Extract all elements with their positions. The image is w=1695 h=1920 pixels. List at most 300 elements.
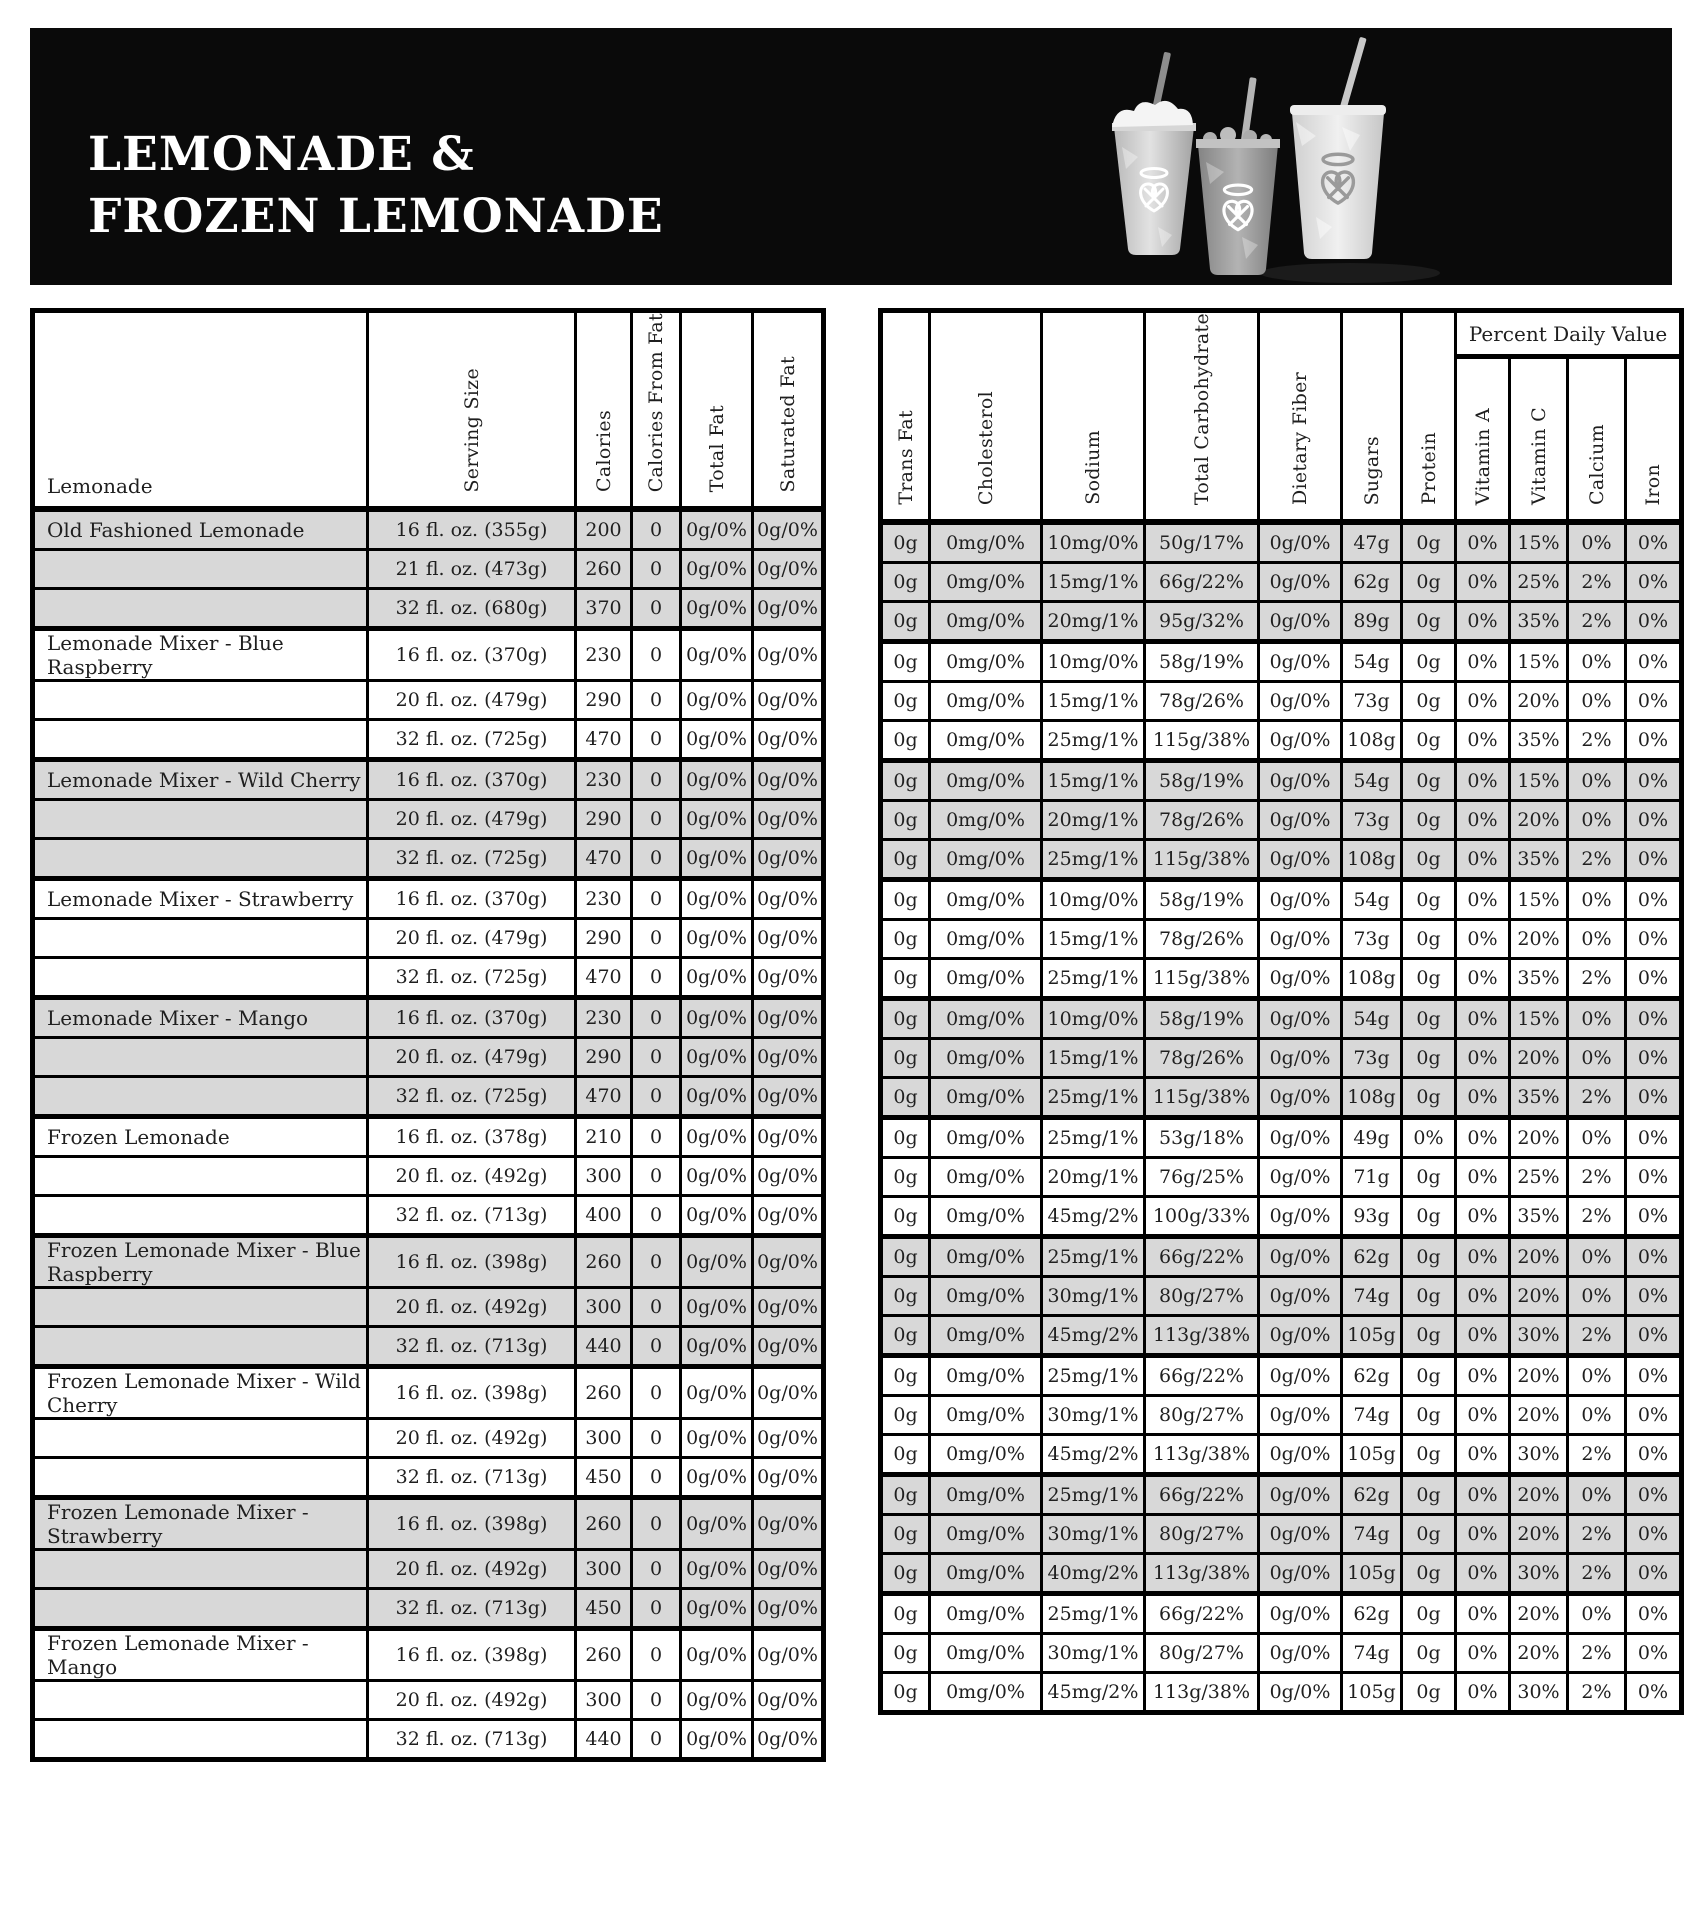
cell-protein: 0g	[1402, 761, 1456, 801]
table-row	[881, 1515, 1682, 1554]
cell-sugars: 54g	[1342, 999, 1402, 1039]
cell-protein: 0g	[1402, 880, 1456, 920]
cell-product-name	[33, 919, 368, 958]
cell-vitamin-a: 0%	[1456, 761, 1510, 801]
cell-protein: 0g	[1402, 1634, 1456, 1673]
cell-total-fat: 0g/0%	[681, 1077, 753, 1117]
cell-calcium: 0%	[1568, 1277, 1626, 1316]
table-row	[33, 550, 824, 589]
cell-trans-fat: 0g	[881, 1673, 930, 1713]
cell-iron: 0%	[1626, 1634, 1682, 1673]
cell-cholesterol: 0mg/0%	[930, 1515, 1042, 1554]
cell-trans-fat: 0g	[881, 682, 930, 721]
cell-saturated-fat: 0g/0%	[753, 839, 824, 879]
cell-sodium: 20mg/1%	[1042, 1158, 1145, 1197]
cell-product-name	[33, 1196, 368, 1236]
table-row	[33, 1681, 824, 1720]
table-row	[881, 880, 1682, 920]
cell-calories: 290	[576, 681, 632, 720]
table-row	[33, 509, 824, 550]
cell-saturated-fat: 0g/0%	[753, 509, 824, 550]
cell-vitamin-a: 0%	[1456, 1277, 1510, 1316]
cell-iron: 0%	[1626, 522, 1682, 563]
cell-cholesterol: 0mg/0%	[930, 1078, 1042, 1118]
cell-saturated-fat: 0g/0%	[753, 589, 824, 629]
cell-vitamin-a: 0%	[1456, 1554, 1510, 1594]
cell-saturated-fat: 0g/0%	[753, 1550, 824, 1589]
cell-serving-size: 20 fl. oz. (479g)	[368, 919, 576, 958]
cell-vitamin-c: 20%	[1510, 682, 1568, 721]
table-row	[33, 720, 824, 760]
cell-protein: 0g	[1402, 642, 1456, 682]
cell-product-name: Frozen Lemonade Mixer - Mango	[33, 1629, 368, 1681]
cell-trans-fat: 0g	[881, 522, 930, 563]
cell-cholesterol: 0mg/0%	[930, 1475, 1042, 1515]
cell-dietary-fiber: 0g/0%	[1259, 1277, 1342, 1316]
cell-cholesterol: 0mg/0%	[930, 1277, 1042, 1316]
cell-iron: 0%	[1626, 1039, 1682, 1078]
cell-product-name	[33, 1458, 368, 1498]
cell-sodium: 15mg/1%	[1042, 920, 1145, 959]
cell-vitamin-a: 0%	[1456, 959, 1510, 999]
cell-calcium: 0%	[1568, 1475, 1626, 1515]
cell-dietary-fiber: 0g/0%	[1259, 602, 1342, 642]
cell-serving-size: 32 fl. oz. (713g)	[368, 1458, 576, 1498]
cell-saturated-fat: 0g/0%	[753, 1498, 824, 1550]
cell-calories: 260	[576, 1498, 632, 1550]
cell-trans-fat: 0g	[881, 920, 930, 959]
table-row	[881, 721, 1682, 761]
cell-calcium: 0%	[1568, 920, 1626, 959]
cell-cholesterol: 0mg/0%	[930, 721, 1042, 761]
cell-serving-size: 32 fl. oz. (725g)	[368, 958, 576, 998]
table-row	[33, 1629, 824, 1681]
cell-product-name: Frozen Lemonade Mixer - Blue Raspberry	[33, 1236, 368, 1288]
cell-vitamin-a: 0%	[1456, 1435, 1510, 1475]
cell-serving-size: 16 fl. oz. (398g)	[368, 1367, 576, 1419]
cell-vitamin-c: 30%	[1510, 1673, 1568, 1713]
cell-iron: 0%	[1626, 999, 1682, 1039]
cell-calories: 400	[576, 1196, 632, 1236]
cell-total-fat: 0g/0%	[681, 958, 753, 998]
table-row	[881, 642, 1682, 682]
cell-dietary-fiber: 0g/0%	[1259, 721, 1342, 761]
cell-total-fat: 0g/0%	[681, 1236, 753, 1288]
cell-iron: 0%	[1626, 1396, 1682, 1435]
table-row	[33, 1327, 824, 1367]
cell-vitamin-a: 0%	[1456, 1118, 1510, 1158]
cell-calories-from-fat: 0	[632, 998, 681, 1038]
cell-vitamin-a: 0%	[1456, 880, 1510, 920]
cell-serving-size: 20 fl. oz. (479g)	[368, 1038, 576, 1077]
cell-sugars: 71g	[1342, 1158, 1402, 1197]
cell-iron: 0%	[1626, 1078, 1682, 1118]
cell-calories-from-fat: 0	[632, 1498, 681, 1550]
cell-product-name	[33, 720, 368, 760]
cell-dietary-fiber: 0g/0%	[1259, 1197, 1342, 1237]
cell-saturated-fat: 0g/0%	[753, 1038, 824, 1077]
cell-vitamin-c: 30%	[1510, 1435, 1568, 1475]
cup-middle	[1196, 77, 1280, 275]
table-row	[881, 1475, 1682, 1515]
cell-serving-size: 32 fl. oz. (713g)	[368, 1327, 576, 1367]
cell-vitamin-c: 25%	[1510, 563, 1568, 602]
cell-sugars: 105g	[1342, 1316, 1402, 1356]
cell-sodium: 15mg/1%	[1042, 682, 1145, 721]
cell-total-carbohydrate: 80g/27%	[1145, 1396, 1259, 1435]
cell-cholesterol: 0mg/0%	[930, 761, 1042, 801]
cell-dietary-fiber: 0g/0%	[1259, 642, 1342, 682]
right-table-body	[881, 522, 1682, 1713]
cell-sugars: 54g	[1342, 761, 1402, 801]
cell-vitamin-a: 0%	[1456, 721, 1510, 761]
cell-sugars: 49g	[1342, 1118, 1402, 1158]
cell-saturated-fat: 0g/0%	[753, 800, 824, 839]
cell-saturated-fat: 0g/0%	[753, 720, 824, 760]
cell-total-carbohydrate: 113g/38%	[1145, 1316, 1259, 1356]
cell-total-fat: 0g/0%	[681, 1038, 753, 1077]
cell-vitamin-a: 0%	[1456, 920, 1510, 959]
cell-calories: 230	[576, 879, 632, 919]
cell-product-name	[33, 1157, 368, 1196]
cell-total-fat: 0g/0%	[681, 1681, 753, 1720]
cell-calories-from-fat: 0	[632, 1550, 681, 1589]
cell-calories: 300	[576, 1288, 632, 1327]
cell-sugars: 108g	[1342, 1078, 1402, 1118]
column-header-vitamin-c: Vitamin C	[1510, 357, 1568, 523]
cell-vitamin-c: 20%	[1510, 1594, 1568, 1634]
cell-serving-size: 21 fl. oz. (473g)	[368, 550, 576, 589]
cell-vitamin-c: 15%	[1510, 522, 1568, 563]
cell-saturated-fat: 0g/0%	[753, 1367, 824, 1419]
cell-total-fat: 0g/0%	[681, 1196, 753, 1236]
cell-total-fat: 0g/0%	[681, 550, 753, 589]
cup-right	[1290, 37, 1386, 259]
cell-dietary-fiber: 0g/0%	[1259, 1673, 1342, 1713]
column-header-iron: Iron	[1626, 357, 1682, 523]
cell-total-carbohydrate: 66g/22%	[1145, 563, 1259, 602]
cell-calories: 440	[576, 1720, 632, 1760]
cell-cholesterol: 0mg/0%	[930, 1594, 1042, 1634]
cell-calcium: 0%	[1568, 1039, 1626, 1078]
table-row	[33, 1458, 824, 1498]
cell-sodium: 10mg/0%	[1042, 880, 1145, 920]
cell-iron: 0%	[1626, 642, 1682, 682]
cell-vitamin-c: 15%	[1510, 880, 1568, 920]
cell-vitamin-c: 30%	[1510, 1316, 1568, 1356]
cell-iron: 0%	[1626, 880, 1682, 920]
cell-total-carbohydrate: 80g/27%	[1145, 1515, 1259, 1554]
cell-saturated-fat: 0g/0%	[753, 1419, 824, 1458]
table-row	[33, 879, 824, 919]
cell-product-name	[33, 681, 368, 720]
cell-serving-size: 16 fl. oz. (370g)	[368, 629, 576, 681]
cell-calories: 300	[576, 1550, 632, 1589]
cell-cholesterol: 0mg/0%	[930, 959, 1042, 999]
cell-vitamin-c: 20%	[1510, 1356, 1568, 1396]
cell-sodium: 25mg/1%	[1042, 1078, 1145, 1118]
cell-calories-from-fat: 0	[632, 919, 681, 958]
cell-vitamin-a: 0%	[1456, 1515, 1510, 1554]
cell-cholesterol: 0mg/0%	[930, 999, 1042, 1039]
table-row	[881, 522, 1682, 563]
cell-product-name	[33, 1038, 368, 1077]
cell-iron: 0%	[1626, 1554, 1682, 1594]
cell-serving-size: 20 fl. oz. (492g)	[368, 1157, 576, 1196]
cell-cholesterol: 0mg/0%	[930, 1237, 1042, 1277]
cell-sodium: 25mg/1%	[1042, 1475, 1145, 1515]
cell-vitamin-a: 0%	[1456, 801, 1510, 840]
cell-sodium: 20mg/1%	[1042, 602, 1145, 642]
cell-iron: 0%	[1626, 1197, 1682, 1237]
cell-iron: 0%	[1626, 1515, 1682, 1554]
cell-sodium: 20mg/1%	[1042, 801, 1145, 840]
cell-trans-fat: 0g	[881, 1039, 930, 1078]
cell-sugars: 62g	[1342, 563, 1402, 602]
cell-sugars: 54g	[1342, 642, 1402, 682]
cell-vitamin-a: 0%	[1456, 1237, 1510, 1277]
cell-vitamin-c: 35%	[1510, 602, 1568, 642]
cell-sodium: 15mg/1%	[1042, 1039, 1145, 1078]
cell-vitamin-c: 20%	[1510, 1237, 1568, 1277]
cell-product-name: Frozen Lemonade Mixer - Wild Cherry	[33, 1367, 368, 1419]
cell-cholesterol: 0mg/0%	[930, 801, 1042, 840]
cell-vitamin-a: 0%	[1456, 682, 1510, 721]
cell-saturated-fat: 0g/0%	[753, 1720, 824, 1760]
cell-product-name	[33, 589, 368, 629]
cell-vitamin-c: 15%	[1510, 642, 1568, 682]
cell-saturated-fat: 0g/0%	[753, 681, 824, 720]
table-row	[33, 589, 824, 629]
cell-vitamin-c: 20%	[1510, 920, 1568, 959]
cell-protein: 0g	[1402, 959, 1456, 999]
column-header-sugars: Sugars	[1342, 311, 1402, 523]
cell-total-fat: 0g/0%	[681, 509, 753, 550]
table-row	[881, 1594, 1682, 1634]
cell-calories-from-fat: 0	[632, 1288, 681, 1327]
cell-dietary-fiber: 0g/0%	[1259, 1316, 1342, 1356]
cell-product-name	[33, 1681, 368, 1720]
cell-product-name	[33, 800, 368, 839]
cell-total-carbohydrate: 78g/26%	[1145, 801, 1259, 840]
cup-shadow	[1260, 263, 1440, 283]
cell-calcium: 2%	[1568, 1634, 1626, 1673]
cell-product-name	[33, 839, 368, 879]
cell-iron: 0%	[1626, 563, 1682, 602]
cell-iron: 0%	[1626, 1475, 1682, 1515]
cell-calcium: 2%	[1568, 959, 1626, 999]
cell-cholesterol: 0mg/0%	[930, 1118, 1042, 1158]
table-row	[33, 1157, 824, 1196]
cell-total-fat: 0g/0%	[681, 720, 753, 760]
cell-vitamin-a: 0%	[1456, 602, 1510, 642]
cell-product-name	[33, 1288, 368, 1327]
cell-sugars: 47g	[1342, 522, 1402, 563]
cell-calories: 290	[576, 800, 632, 839]
cell-total-carbohydrate: 113g/38%	[1145, 1554, 1259, 1594]
cell-total-fat: 0g/0%	[681, 629, 753, 681]
cell-dietary-fiber: 0g/0%	[1259, 801, 1342, 840]
cell-total-fat: 0g/0%	[681, 839, 753, 879]
cell-dietary-fiber: 0g/0%	[1259, 1594, 1342, 1634]
cell-saturated-fat: 0g/0%	[753, 1196, 824, 1236]
cell-calories-from-fat: 0	[632, 1720, 681, 1760]
cell-total-fat: 0g/0%	[681, 1117, 753, 1157]
cell-dietary-fiber: 0g/0%	[1259, 1475, 1342, 1515]
table-row	[881, 1039, 1682, 1078]
cell-calcium: 0%	[1568, 682, 1626, 721]
cell-vitamin-c: 20%	[1510, 1515, 1568, 1554]
cell-sodium: 25mg/1%	[1042, 1237, 1145, 1277]
cell-sugars: 74g	[1342, 1277, 1402, 1316]
cell-sugars: 105g	[1342, 1435, 1402, 1475]
cell-calcium: 2%	[1568, 1158, 1626, 1197]
cell-trans-fat: 0g	[881, 642, 930, 682]
cell-cholesterol: 0mg/0%	[930, 1673, 1042, 1713]
cell-trans-fat: 0g	[881, 1158, 930, 1197]
cell-serving-size: 16 fl. oz. (398g)	[368, 1236, 576, 1288]
table-row	[33, 800, 824, 839]
cell-sugars: 108g	[1342, 840, 1402, 880]
cell-sodium: 25mg/1%	[1042, 840, 1145, 880]
cell-total-carbohydrate: 58g/19%	[1145, 880, 1259, 920]
cell-calories: 440	[576, 1327, 632, 1367]
cell-trans-fat: 0g	[881, 999, 930, 1039]
column-header-serving-size: Serving Size	[368, 311, 576, 510]
cell-total-carbohydrate: 76g/25%	[1145, 1158, 1259, 1197]
cell-calories: 260	[576, 1236, 632, 1288]
cell-trans-fat: 0g	[881, 1435, 930, 1475]
cell-vitamin-c: 20%	[1510, 801, 1568, 840]
table-row	[33, 1498, 824, 1550]
cell-trans-fat: 0g	[881, 1594, 930, 1634]
cell-sodium: 25mg/1%	[1042, 959, 1145, 999]
cell-vitamin-a: 0%	[1456, 642, 1510, 682]
table-row	[33, 1077, 824, 1117]
cell-vitamin-a: 0%	[1456, 1078, 1510, 1118]
cell-sugars: 108g	[1342, 959, 1402, 999]
cell-vitamin-a: 0%	[1456, 563, 1510, 602]
cell-protein: 0g	[1402, 1435, 1456, 1475]
cell-total-fat: 0g/0%	[681, 589, 753, 629]
cell-cholesterol: 0mg/0%	[930, 642, 1042, 682]
cell-calories-from-fat: 0	[632, 1236, 681, 1288]
cell-calories: 450	[576, 1458, 632, 1498]
cell-protein: 0g	[1402, 1475, 1456, 1515]
table-row	[33, 1367, 824, 1419]
cell-cholesterol: 0mg/0%	[930, 522, 1042, 563]
cell-calories: 470	[576, 720, 632, 760]
table-row	[33, 1720, 824, 1760]
cell-serving-size: 16 fl. oz. (355g)	[368, 509, 576, 550]
cell-sodium: 10mg/0%	[1042, 642, 1145, 682]
cell-total-fat: 0g/0%	[681, 1288, 753, 1327]
cell-calories-from-fat: 0	[632, 760, 681, 800]
cell-cholesterol: 0mg/0%	[930, 1435, 1042, 1475]
cell-iron: 0%	[1626, 1316, 1682, 1356]
cell-sugars: 73g	[1342, 920, 1402, 959]
percent-daily-value-header: Percent Daily Value	[1456, 311, 1682, 357]
cell-protein: 0%	[1402, 1118, 1456, 1158]
cell-total-carbohydrate: 58g/19%	[1145, 999, 1259, 1039]
cell-calories-from-fat: 0	[632, 1038, 681, 1077]
cell-calcium: 2%	[1568, 602, 1626, 642]
cell-calories: 470	[576, 1077, 632, 1117]
cell-calcium: 0%	[1568, 1396, 1626, 1435]
cell-cholesterol: 0mg/0%	[930, 1356, 1042, 1396]
cell-trans-fat: 0g	[881, 1356, 930, 1396]
cell-calories-from-fat: 0	[632, 879, 681, 919]
column-header-lemonade: Lemonade	[33, 311, 368, 510]
cell-product-name	[33, 1077, 368, 1117]
cell-dietary-fiber: 0g/0%	[1259, 1634, 1342, 1673]
cell-total-fat: 0g/0%	[681, 1498, 753, 1550]
cell-trans-fat: 0g	[881, 1118, 930, 1158]
cell-calories: 300	[576, 1157, 632, 1196]
cell-vitamin-a: 0%	[1456, 1356, 1510, 1396]
cell-calcium: 2%	[1568, 1316, 1626, 1356]
cell-protein: 0g	[1402, 1158, 1456, 1197]
cell-calories: 470	[576, 958, 632, 998]
cell-vitamin-c: 35%	[1510, 1078, 1568, 1118]
column-header-calories: Calories	[576, 311, 632, 510]
cell-serving-size: 16 fl. oz. (398g)	[368, 1629, 576, 1681]
cell-trans-fat: 0g	[881, 801, 930, 840]
cell-sugars: 62g	[1342, 1237, 1402, 1277]
table-row	[881, 602, 1682, 642]
cell-saturated-fat: 0g/0%	[753, 998, 824, 1038]
cell-dietary-fiber: 0g/0%	[1259, 682, 1342, 721]
cell-trans-fat: 0g	[881, 602, 930, 642]
cell-protein: 0g	[1402, 1396, 1456, 1435]
cell-total-fat: 0g/0%	[681, 800, 753, 839]
table-row	[881, 1118, 1682, 1158]
cell-calcium: 0%	[1568, 1118, 1626, 1158]
cell-cholesterol: 0mg/0%	[930, 1158, 1042, 1197]
cell-total-fat: 0g/0%	[681, 1720, 753, 1760]
cell-total-fat: 0g/0%	[681, 1327, 753, 1367]
cell-sodium: 15mg/1%	[1042, 761, 1145, 801]
table-row	[881, 1435, 1682, 1475]
left-table-header	[33, 311, 824, 510]
cell-product-name: Lemonade Mixer - Wild Cherry	[33, 760, 368, 800]
cell-iron: 0%	[1626, 959, 1682, 999]
cell-calcium: 0%	[1568, 522, 1626, 563]
cell-saturated-fat: 0g/0%	[753, 1157, 824, 1196]
cell-saturated-fat: 0g/0%	[753, 879, 824, 919]
cell-calories-from-fat: 0	[632, 629, 681, 681]
cell-calories: 210	[576, 1117, 632, 1157]
cell-calcium: 2%	[1568, 1435, 1626, 1475]
cell-protein: 0g	[1402, 682, 1456, 721]
cell-sodium: 10mg/0%	[1042, 522, 1145, 563]
cell-calories-from-fat: 0	[632, 1681, 681, 1720]
table-row	[881, 1158, 1682, 1197]
table-row	[33, 1288, 824, 1327]
cell-iron: 0%	[1626, 920, 1682, 959]
cell-sodium: 30mg/1%	[1042, 1396, 1145, 1435]
cell-saturated-fat: 0g/0%	[753, 1458, 824, 1498]
cell-saturated-fat: 0g/0%	[753, 919, 824, 958]
cell-calories: 300	[576, 1681, 632, 1720]
cell-vitamin-c: 20%	[1510, 1634, 1568, 1673]
cell-dietary-fiber: 0g/0%	[1259, 1118, 1342, 1158]
cell-cholesterol: 0mg/0%	[930, 682, 1042, 721]
cell-calories-from-fat: 0	[632, 509, 681, 550]
cell-sodium: 45mg/2%	[1042, 1316, 1145, 1356]
cell-sodium: 40mg/2%	[1042, 1554, 1145, 1594]
cell-calcium: 2%	[1568, 563, 1626, 602]
